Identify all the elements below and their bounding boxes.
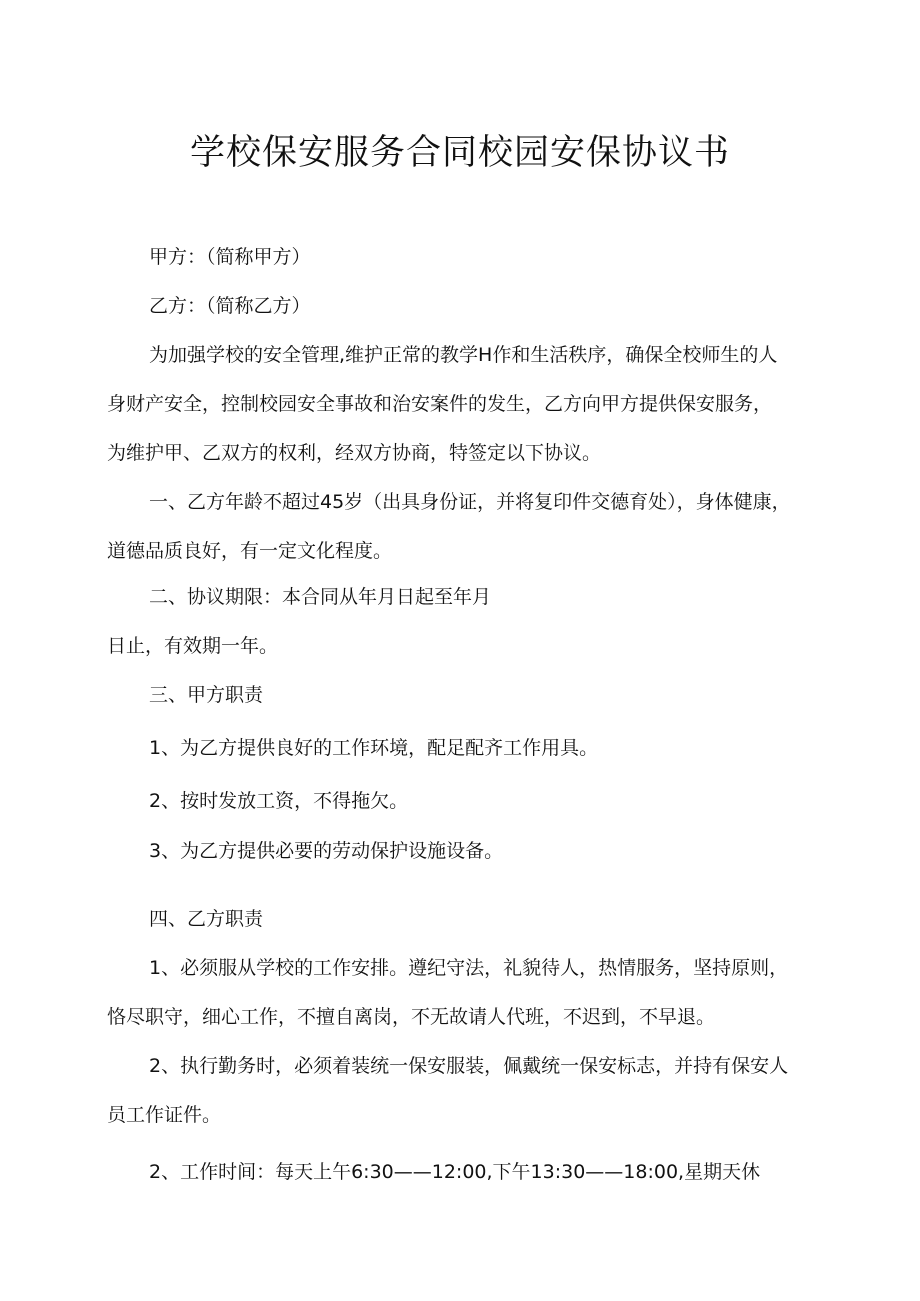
section4-item2-line-2: 员工作证件。 xyxy=(107,1104,222,1126)
section4-item2-line-1: 2、执行勤务时，必须着装统一保安服装，佩戴统一保安标志，并持有保安人 xyxy=(149,1055,789,1077)
section4-heading: 四、乙方职责 xyxy=(149,908,264,930)
section3-heading: 三、甲方职责 xyxy=(149,684,264,706)
clause1-line-2: 道德品质良好，有一定文化程度。 xyxy=(107,540,393,562)
section4-item3: 2、工作时间：每天上午6:30——12:00,下午13:30——18:00,星期天休 xyxy=(149,1161,761,1183)
section3-item-1: 1、为乙方提供良好的工作环境，配足配齐工作用具。 xyxy=(149,737,599,759)
preamble-line-1: 为加强学校的安全管理,维护正常的教学H作和生活秩序，确保全校师生的人 xyxy=(149,344,778,366)
document-title: 学校保安服务合同校园安保协议书 xyxy=(189,133,730,173)
party-a-line: 甲方：（简称甲方） xyxy=(149,246,311,268)
preamble-line-2: 身财产安全，控制校园安全事故和治安案件的发生，乙方向甲方提供保安服务， xyxy=(107,393,773,415)
clause2-line-2: 日止，有效期一年。 xyxy=(107,635,279,657)
section4-item1-line-2: 恪尽职守，细心工作，不擅自离岗，不无故请人代班，不迟到，不早退。 xyxy=(107,1006,716,1028)
section4-item1-line-1: 1、必须服从学校的工作安排。遵纪守法，礼貌待人，热情服务，坚持原则， xyxy=(149,957,789,979)
clause2-line-1: 二、协议期限：本合同从年月日起至年月 xyxy=(149,586,492,608)
preamble-line-3: 为维护甲、乙双方的权利，经双方协商，特签定以下协议。 xyxy=(107,442,602,464)
clause1-line-1: 一、乙方年龄不超过45岁（出具身份证，并将复印件交德育处），身体健康， xyxy=(149,491,791,513)
party-b-line: 乙方：（简称乙方） xyxy=(149,295,311,317)
section3-item-3: 3、为乙方提供必要的劳动保护设施设备。 xyxy=(149,840,504,862)
section3-item-2: 2、按时发放工资，不得拖欠。 xyxy=(149,790,409,812)
